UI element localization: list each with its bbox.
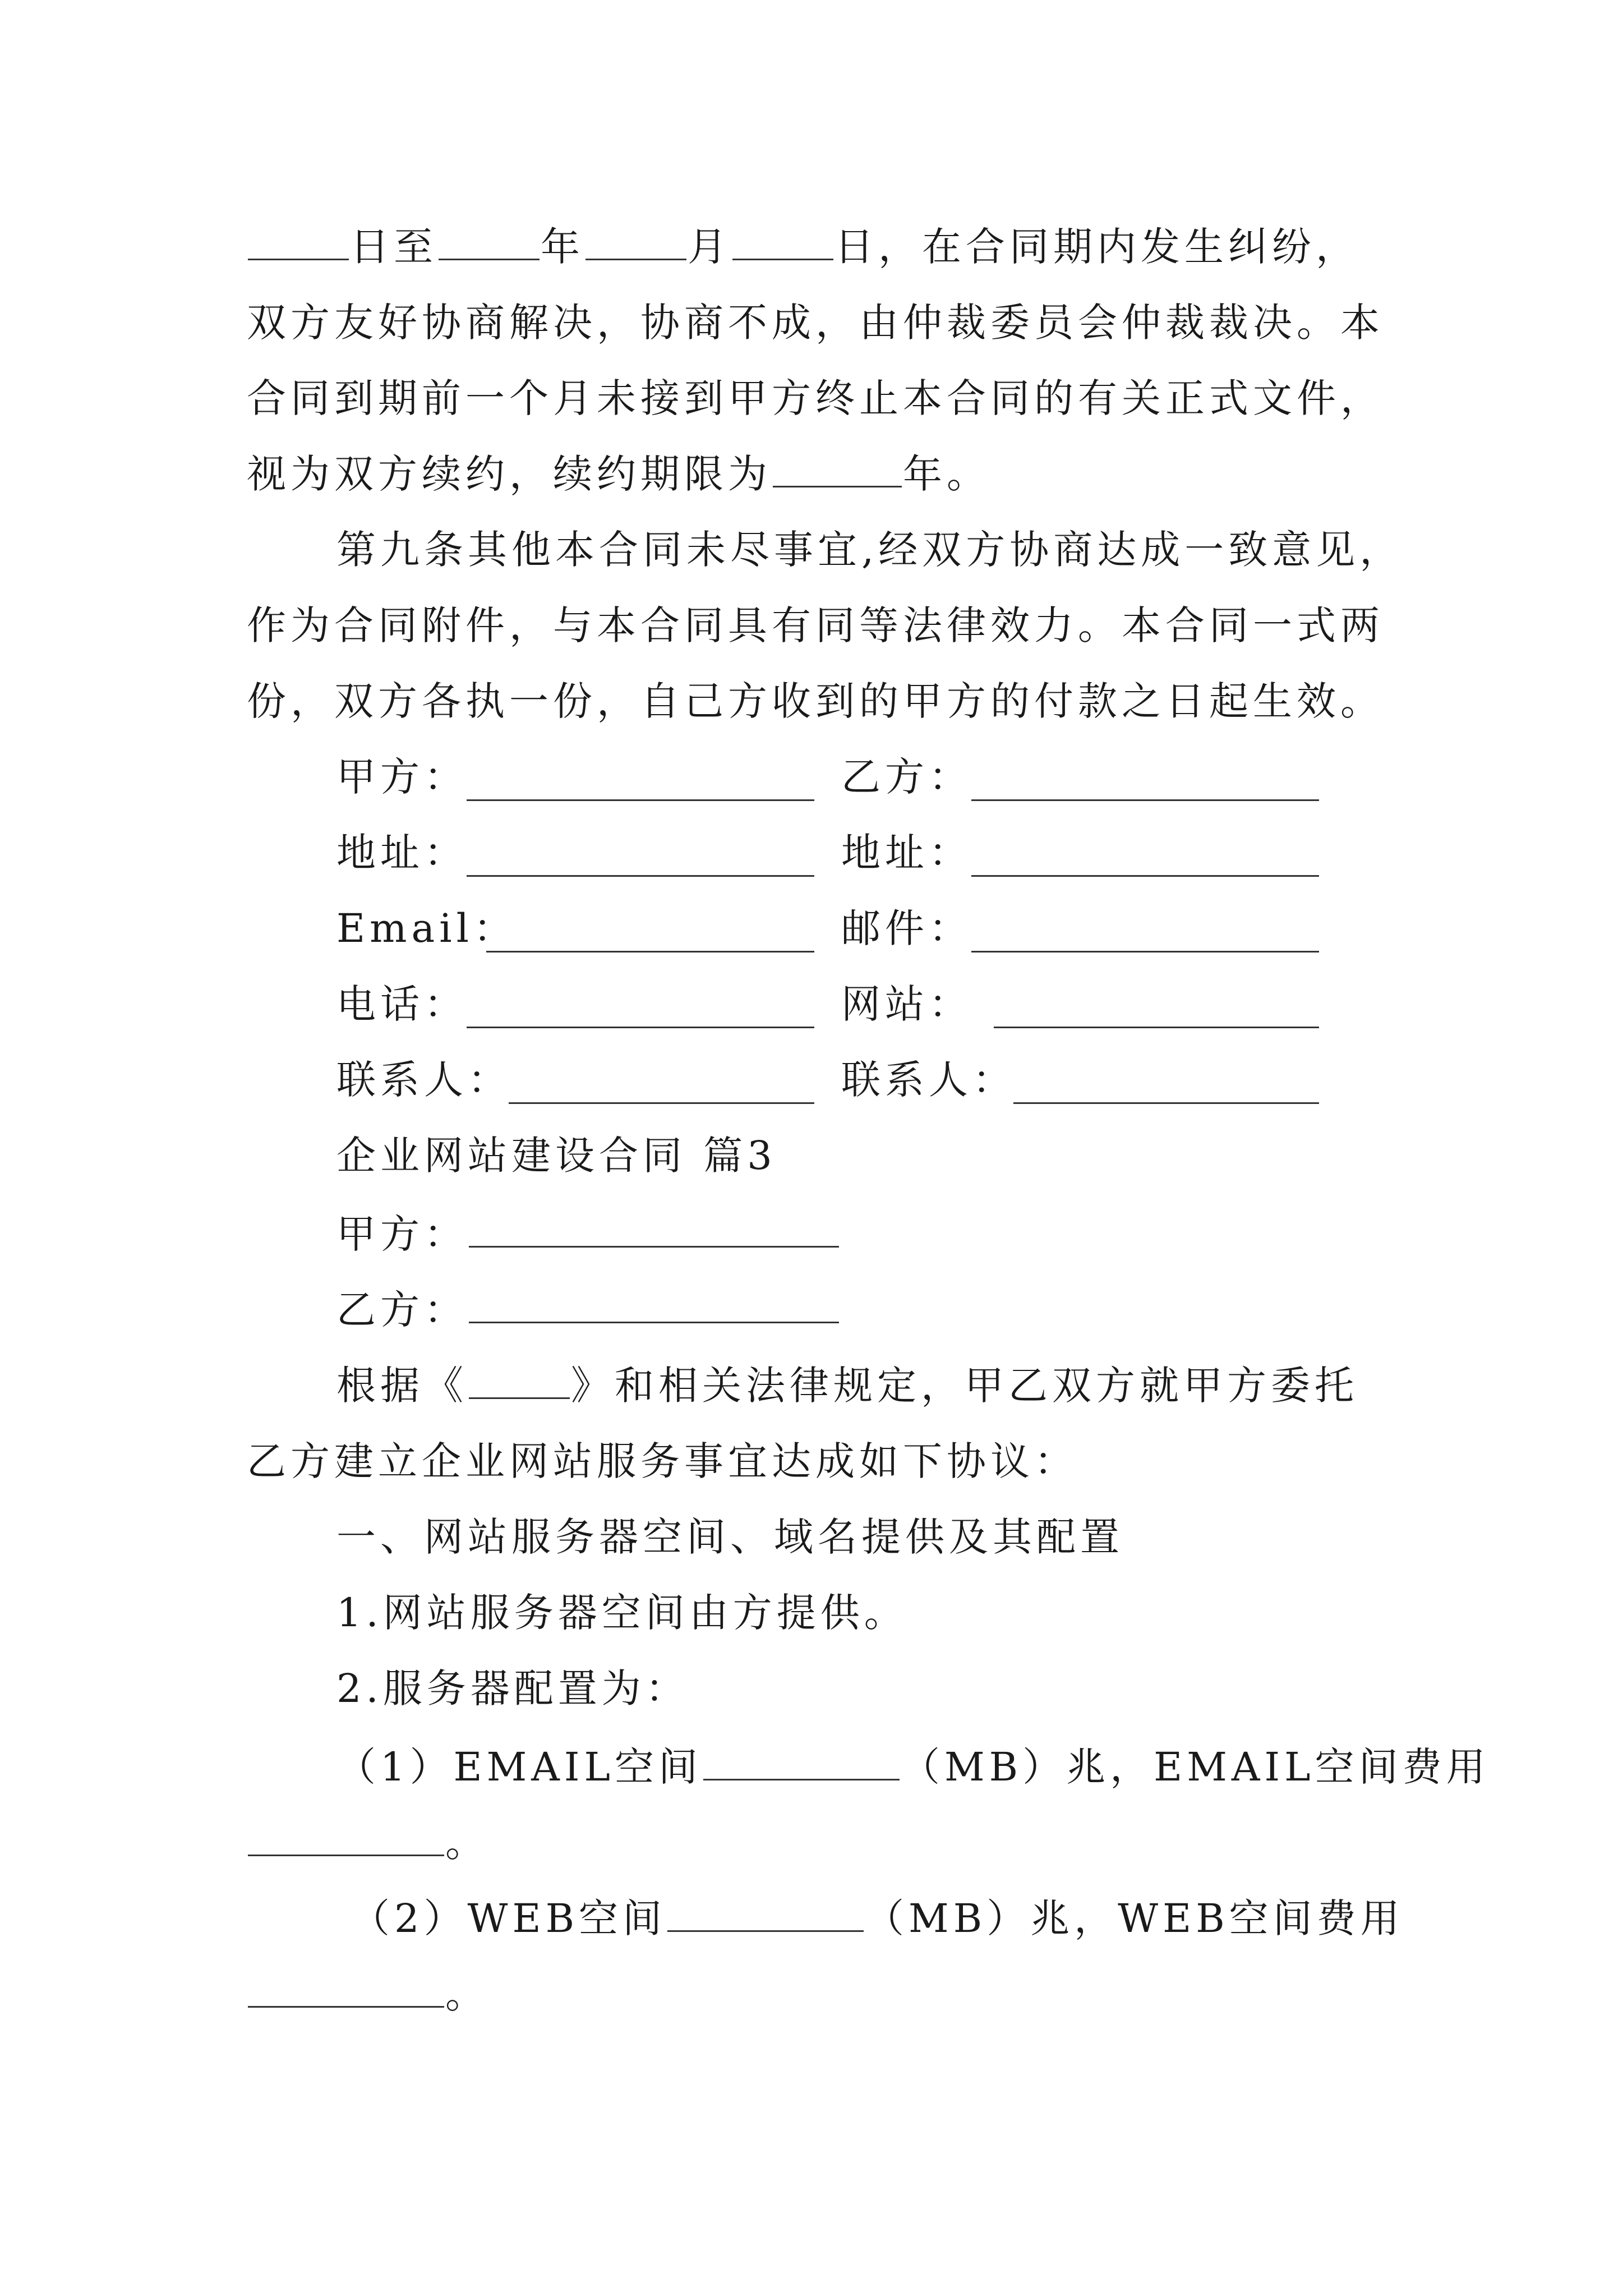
signature-right-label: 乙方： xyxy=(841,754,972,800)
text: 视为双方续约，续约期限为 xyxy=(247,451,772,497)
email-fee-field xyxy=(248,1815,444,1856)
signature-left-field xyxy=(467,760,814,801)
text: （2）WEB空间 xyxy=(351,1895,667,1941)
signature-right-field xyxy=(1013,1063,1319,1104)
signature-right-field xyxy=(994,987,1319,1028)
blank-field xyxy=(773,447,902,487)
paragraph-1-line-1 xyxy=(247,219,1359,275)
web-space-field xyxy=(667,1891,864,1932)
signature-right-field xyxy=(971,836,1319,877)
intro-line-2: 乙方建立企业网站服务事宜达成如下协议： xyxy=(247,1438,1078,1484)
paragraph-2-line-1: 第九条其他本合同未尽事宜,经双方协商达成一致意见， xyxy=(336,527,1404,573)
email-fee-line xyxy=(247,1815,489,1871)
blank-field xyxy=(732,219,833,260)
web-fee-field xyxy=(248,1967,444,2008)
clause-1-item-2: 2.服务器配置为： xyxy=(336,1665,689,1711)
paragraph-1-line-3: 合同到期前一个月未接到甲方终止本合同的有关正式文件， xyxy=(247,375,1384,421)
party-b-label: 乙方： xyxy=(336,1287,468,1333)
party-a-field xyxy=(469,1207,839,1248)
signature-left-label: 地址： xyxy=(336,830,468,876)
signature-left-label: Email： xyxy=(336,905,517,951)
text: 。 xyxy=(445,1971,489,2017)
text: （MB）兆，WEB空间费用 xyxy=(865,1895,1404,1941)
signature-right-field xyxy=(971,912,1319,953)
clause-1-item-1: 1.网站服务器空间由方提供。 xyxy=(336,1590,908,1636)
web-space-line xyxy=(351,1890,1404,1947)
text: 年。 xyxy=(903,451,990,497)
intro-line-1 xyxy=(336,1358,1358,1414)
signature-right-label: 网站： xyxy=(841,981,972,1027)
text: 根据《 xyxy=(336,1363,468,1409)
text: 。 xyxy=(445,1820,489,1866)
text: 》和相关法律规定，甲乙双方就甲方委托 xyxy=(571,1363,1358,1409)
party-b-field xyxy=(469,1282,839,1323)
section-title: 企业网站建设合同 篇3 xyxy=(336,1133,777,1179)
signature-left-label: 电话： xyxy=(336,981,468,1027)
signature-left-field xyxy=(509,1063,814,1104)
blank-field xyxy=(439,219,540,260)
blank-field xyxy=(585,219,686,260)
signature-left-label: 联系人： xyxy=(336,1057,511,1103)
email-space-line xyxy=(336,1739,1490,1795)
signature-left-label: 甲方： xyxy=(336,754,468,800)
blank-field xyxy=(248,219,349,260)
signature-left-field xyxy=(486,912,814,953)
signature-left-field xyxy=(467,836,814,877)
signature-right-label: 邮件： xyxy=(841,905,972,951)
paragraph-2-line-2: 作为合同附件，与本合同具有同等法律效力。本合同一式两 xyxy=(247,602,1384,648)
party-b-line xyxy=(336,1282,840,1338)
law-name-field xyxy=(469,1358,570,1399)
paragraph-1-line-2: 双方友好协商解决，协商不成，由仲裁委员会仲裁裁决。本 xyxy=(247,300,1384,346)
clause-1-heading: 一、网站服务器空间、域名提供及其配置 xyxy=(336,1514,1124,1560)
paragraph-1-line-4 xyxy=(247,446,990,502)
text: 月 xyxy=(688,224,731,270)
text: （MB）兆，EMAIL空间费用 xyxy=(901,1744,1490,1790)
web-fee-line xyxy=(247,1966,489,2022)
text: （1）EMAIL空间 xyxy=(336,1744,702,1790)
party-a-line xyxy=(336,1206,840,1262)
party-a-label: 甲方： xyxy=(336,1211,468,1257)
paragraph-2-line-3: 份，双方各执一份，自己方收到的甲方的付款之日起生效。 xyxy=(247,678,1384,724)
text: 日，在合同期内发生纠纷， xyxy=(834,224,1359,270)
email-space-field xyxy=(703,1740,900,1780)
text: 日至 xyxy=(350,224,437,270)
text: 年 xyxy=(541,224,584,270)
signature-right-label: 地址： xyxy=(841,830,972,876)
signature-right-field xyxy=(971,760,1319,801)
signature-right-label: 联系人： xyxy=(841,1057,1016,1103)
signature-left-field xyxy=(467,987,814,1028)
